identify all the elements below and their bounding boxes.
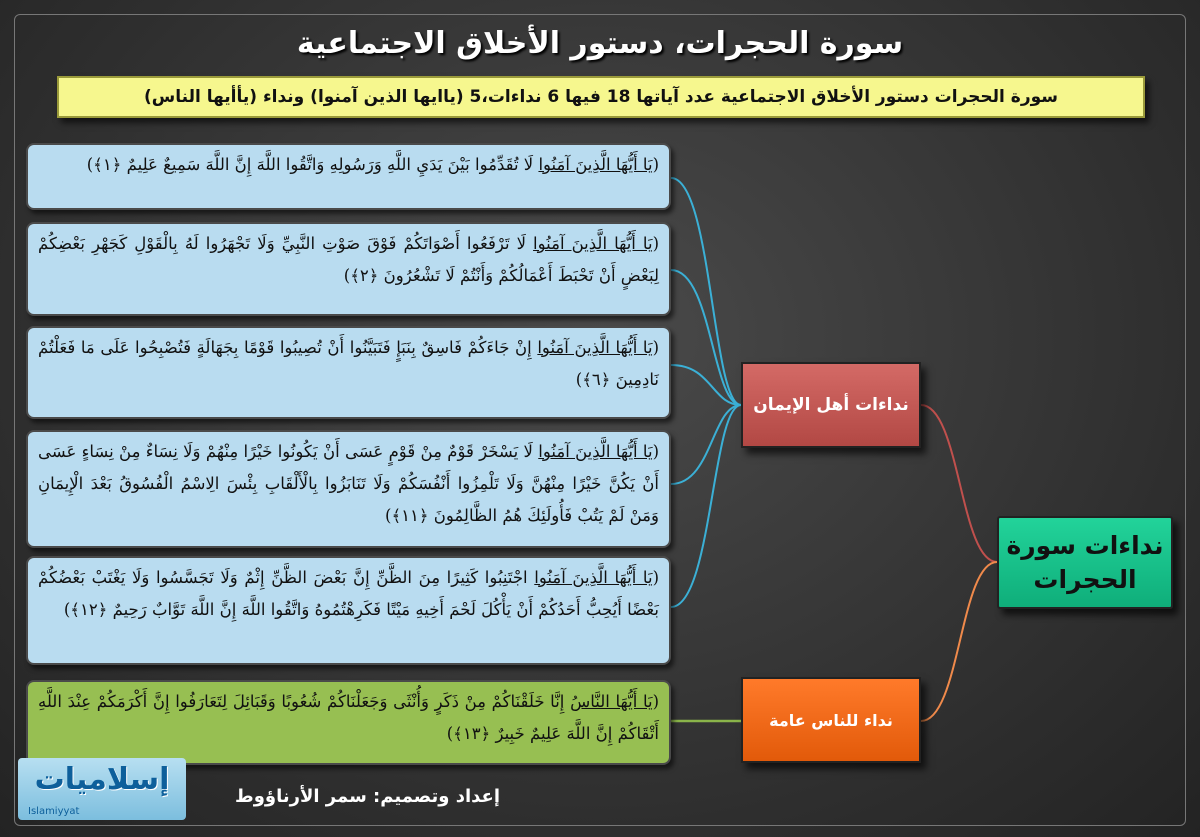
connector-verse-2 [671, 270, 741, 405]
main-node [997, 516, 1173, 609]
verse-box-2: (يَا أَيُّهَا الَّذِينَ آمَنُوا لَا تَرْفَعُوا أَصْوَاتَكُمْ فَوْقَ صَوْتِ النَّبِيِّ وَلَا تَجْهَرُوا لَهُ بِالْقَوْلِ كَجَهْرِ بَعْضِكُمْ لِبَعْضٍ أَنْ تَحْبَطَ أَعْمَالُكُمْ وَأَنْتُمْ لَا تَشْعُرُونَ ﴿٢﴾) [26, 222, 671, 316]
verse-box-4: (يَا أَيُّهَا الَّذِينَ آمَنُوا لَا يَسْخَرْ قَوْمٌ مِنْ قَوْمٍ عَسَى أَنْ يَكُونُوا خَيْرًا مِنْهُمْ وَلَا نِسَاءٌ مِنْ نِسَاءٍ عَسَى أَنْ يَكُنَّ خَيْرًا مِنْهُنَّ وَلَا تَلْمِزُوا أَنْفُسَكُمْ وَلَا تَنَابَزُوا بِالْأَلْقَابِ بِئْسَ الِاسْمُ الْفُسُوقُ بَعْدَ الْإِيمَانِ وَمَنْ لَمْ يَتُبْ فَأُولَئِكَ هُمُ الظَّالِمُونَ ﴿١١﴾) [26, 430, 671, 548]
verse-box-3: (يَا أَيُّهَا الَّذِينَ آمَنُوا إِنْ جَاءَكُمْ فَاسِقٌ بِنَبَإٍ فَتَبَيَّنُوا أَنْ تُصِيبُوا قَوْمًا بِجَهَالَةٍ فَتُصْبِحُوا عَلَى مَا فَعَلْتُمْ نَادِمِينَ ﴿٦﴾) [26, 326, 671, 419]
logo-latin-text: Islamiyyat [28, 806, 80, 817]
verse-box-13: (يَا أَيُّهَا النَّاسُ إِنَّا خَلَقْنَاكُمْ مِنْ ذَكَرٍ وَأُنْثَى وَجَعَلْنَاكُمْ شُعُوبًا وَقَبَائِلَ لِتَعَارَفُوا إِنَّ أَكْرَمَكُمْ عِنْدَ اللَّهِ أَتْقَاكُمْ إِنَّ اللَّهَ عَلِيمٌ خَبِيرٌ ﴿١٣﴾) [26, 680, 671, 765]
verse-text: لَا تُقَدِّمُوا بَيْنَ يَدَيِ اللَّهِ وَرَسُولِهِ وَاتَّقُوا اللَّهَ إِنَّ اللَّهَ سَمِيعٌ عَلِيمٌ ﴿١﴾ [93, 155, 534, 174]
faith-calls-label: نداءات أهل الإيمان [753, 395, 909, 415]
connector-people-main [921, 562, 997, 721]
verse-text: لَا تَرْفَعُوا أَصْوَاتَكُمْ فَوْقَ صَوْتِ النَّبِيِّ وَلَا تَجْهَرُوا لَهُ بِالْقَوْلِ كَجَهْرِ بَعْضِكُمْ لِبَعْضٍ أَنْ تَحْبَطَ أَعْمَالُكُمْ وَأَنْتُمْ لَا تَشْعُرُونَ ﴿٢﴾ [38, 234, 659, 285]
designer-credit: إعداد وتصميم: سمر الأرناؤوط [235, 786, 500, 807]
subtitle-banner [57, 76, 1145, 118]
connector-verse-1 [671, 178, 741, 405]
verse-call: يَا أَيُّهَا الَّذِينَ آمَنُوا [537, 338, 653, 357]
subtitle-text: سورة الحجرات دستور الأخلاق الاجتماعية عدد آياتها 18 فيها 6 نداءات،5 (ياايها الذين آمنوا) ونداء (يأأيها الناس) [144, 86, 1058, 107]
verse-call: يَا أَيُّهَا الَّذِينَ آمَنُوا [538, 155, 653, 174]
verse-text: إِنْ جَاءَكُمْ فَاسِقٌ بِنَبَإٍ فَتَبَيَّنُوا أَنْ تُصِيبُوا قَوْمًا بِجَهَالَةٍ فَتُصْبِحُوا عَلَى مَا فَعَلْتُمْ نَادِمِينَ ﴿٦﴾ [38, 338, 659, 389]
verse-text: لَا يَسْخَرْ قَوْمٌ مِنْ قَوْمٍ عَسَى أَنْ يَكُونُوا خَيْرًا مِنْهُمْ وَلَا نِسَاءٌ مِنْ نِسَاءٍ عَسَى أَنْ يَكُنَّ خَيْرًا مِنْهُنَّ وَلَا تَلْمِزُوا أَنْفُسَكُمْ وَلَا تَنَابَزُوا بِالْأَلْقَابِ بِئْسَ الِاسْمُ الْفُسُوقُ بَعْدَ الْإِيمَانِ وَمَنْ لَمْ يَتُبْ فَأُولَئِكَ هُمُ الظَّالِمُونَ ﴿١١﴾ [38, 442, 659, 525]
people-call-node [741, 677, 921, 763]
connector-faith-main [921, 405, 997, 562]
verse-box-5: (يَا أَيُّهَا الَّذِينَ آمَنُوا اجْتَنِبُوا كَثِيرًا مِنَ الظَّنِّ إِنَّ بَعْضَ الظَّنِّ إِثْمٌ وَلَا تَجَسَّسُوا وَلَا يَغْتَبْ بَعْضُكُمْ بَعْضًا أَيُحِبُّ أَحَدُكُمْ أَنْ يَأْكُلَ لَحْمَ أَخِيهِ مَيْتًا فَكَرِهْتُمُوهُ وَاتَّقُوا اللَّهَ إِنَّ اللَّهَ تَوَّابٌ رَحِيمٌ ﴿١٢﴾) [26, 556, 671, 665]
page-title: سورة الحجرات، دستور الأخلاق الاجتماعية [296, 26, 904, 61]
faith-calls-node [741, 362, 921, 448]
verse-call: يَا أَيُّهَا النَّاسُ [570, 692, 653, 711]
verse-box-1: (يَا أَيُّهَا الَّذِينَ آمَنُوا لَا تُقَدِّمُوا بَيْنَ يَدَيِ اللَّهِ وَرَسُولِهِ وَاتَّقُوا اللَّهَ إِنَّ اللَّهَ سَمِيعٌ عَلِيمٌ ﴿١﴾) [26, 143, 671, 210]
verse-text: إِنَّا خَلَقْنَاكُمْ مِنْ ذَكَرٍ وَأُنْثَى وَجَعَلْنَاكُمْ شُعُوبًا وَقَبَائِلَ لِتَعَارَفُوا إِنَّ أَكْرَمَكُمْ عِنْدَ اللَّهِ أَتْقَاكُمْ إِنَّ اللَّهَ عَلِيمٌ خَبِيرٌ ﴿١٣﴾ [38, 692, 659, 743]
verse-call: يَا أَيُّهَا الَّذِينَ آمَنُوا [538, 442, 653, 461]
verse-call: يَا أَيُّهَا الَّذِينَ آمَنُوا [534, 568, 653, 587]
main-node-label: نداءات سورة الحجرات [1006, 530, 1164, 594]
verse-text: اجْتَنِبُوا كَثِيرًا مِنَ الظَّنِّ إِنَّ بَعْضَ الظَّنِّ إِثْمٌ وَلَا تَجَسَّسُوا وَلَا يَغْتَبْ بَعْضُكُمْ بَعْضًا أَيُحِبُّ أَحَدُكُمْ أَنْ يَأْكُلَ لَحْمَ أَخِيهِ مَيْتًا فَكَرِهْتُمُوهُ وَاتَّقُوا اللَّهَ إِنَّ اللَّهَ تَوَّابٌ رَحِيمٌ ﴿١٢﴾ [38, 568, 659, 619]
connector-verse-5 [671, 405, 741, 607]
verse-call: يَا أَيُّهَا الَّذِينَ آمَنُوا [533, 234, 653, 253]
logo-arabic-text: إسلاميات [34, 762, 170, 797]
people-call-label: نداء للناس عامة [769, 710, 893, 730]
